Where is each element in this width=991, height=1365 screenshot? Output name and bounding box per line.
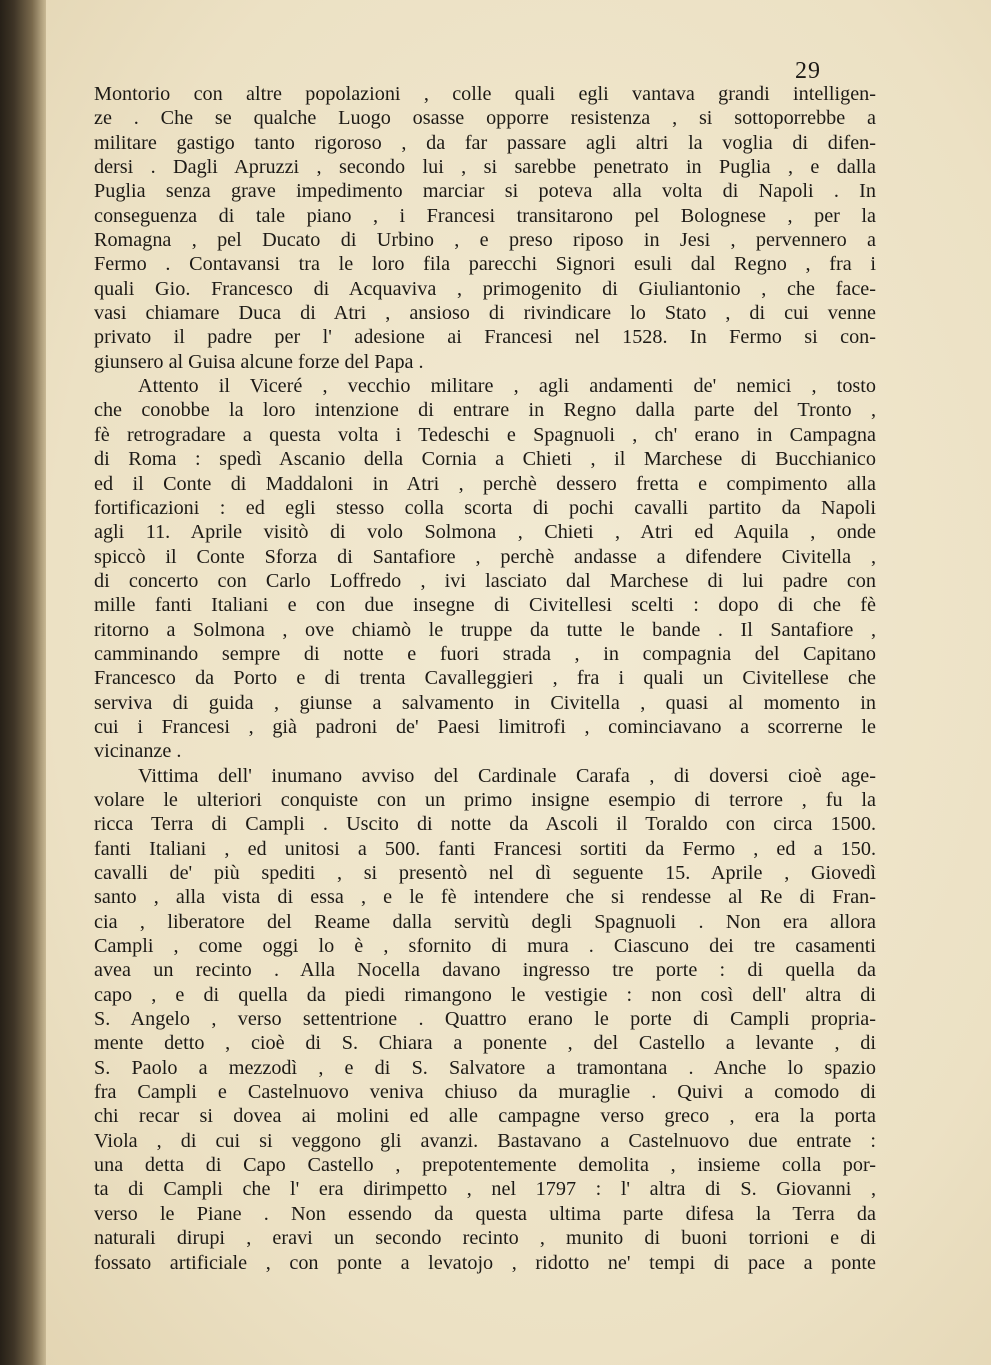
text-line: agli 11. Aprile visitò di volo Solmona , Chieti , Atri ed Aquila , onde [94,521,876,544]
text-line: Romagna , pel Ducato di Urbino , e preso riposo in Jesi , pervennero a [94,229,876,252]
text-line: fortificazioni : ed egli stesso colla scorta di pochi cavalli partito da Napoli [94,496,876,519]
text-line: serviva di guida , giunse a salvamento in Civitella , quasi al momento in [94,691,876,714]
text-line: santo , alla vista di essa , e le fè intendere che si rendesse al Re di Fran- [94,886,876,909]
text-line: verso le Piane . Non essendo da questa ultima parte difesa la Terra da [94,1202,876,1225]
text-line: Francesco da Porto e di trenta Cavalleggieri , fra i quali un Civitellese che [94,667,876,690]
text-line: Puglia senza grave impedimento marciar si poteva alla volta di Napoli . In [94,180,876,203]
book-binding-shadow [0,0,46,1365]
text-line: di Roma : spedì Ascanio della Cornia a Chieti , il Marchese di Bucchianico [94,448,876,471]
text-line: quali Gio. Francesco di Acquaviva , primogenito di Giuliantonio , che face- [94,277,876,300]
text-line: vicinanze . [94,740,182,763]
text-line: mente detto , cioè di S. Chiara a ponente , del Castello a levante , di [94,1032,876,1055]
text-line: fè retrogradare a questa volta i Tedeschi e Spagnuoli , ch' erano in Campagna [94,423,876,446]
text-line: fanti Italiani , ed unitosi a 500. fanti Francesi sortiti da Fermo , ed a 150. [94,837,876,860]
text-line: ricca Terra di Campli . Uscito di notte da Ascoli il Toraldo con circa 1500. [94,813,876,836]
text-line: privato il padre per l' adesione ai Francesi nel 1528. In Fermo si con- [94,326,876,349]
text-line: dersi . Dagli Apruzzi , secondo lui , si sarebbe penetrato in Puglia , e dalla [94,156,876,179]
text-line: mille fanti Italiani e con due insegne di Civitellesi scelti : dopo di che fè [94,594,876,617]
text-line: camminando sempre di notte e fuori strada , in compagnia del Capitano [94,642,876,665]
body-text [94,82,876,1275]
text-line: naturali dirupi , eravi un secondo recinto , munito di buoni torrioni e di [94,1227,876,1250]
text-line: Viola , di cui si veggono gli avanzi. Bastavano a Castelnuovo due entrate : [94,1129,876,1152]
text-line: Montorio con altre popolazioni , colle quali egli vantava grandi intelligen- [94,83,876,105]
text-line: una detta di Capo Castello , prepotentemente demolita , insieme colla por- [94,1154,876,1177]
text-line: Vittima dell' inumano avviso del Cardinale Carafa , di doversi cioè age- [138,764,876,787]
text-line: cui i Francesi , già padroni de' Paesi limitrofi , cominciavano a scorrerne le [94,715,876,738]
text-line: chi recar si dovea ai molini ed alle campagne verso greco , era la porta [94,1105,876,1128]
page-number: 29 [795,58,821,84]
text-line: fra Campli e Castelnuovo veniva chiuso da muraglie . Quivi a comodo di [94,1081,876,1104]
text-line: fossato artificiale , con ponte a levatojo , ridotto ne' tempi di pace a ponte [94,1251,876,1274]
text-line: cia , liberatore del Reame dalla servitù degli Spagnuoli . Non era allora [94,910,876,933]
text-line: Fermo . Contavansi tra le loro fila parecchi Signori esuli dal Regno , fra i [94,253,876,276]
text-line: di concerto con Carlo Loffredo , ivi lasciato dal Marchese di lui padre con [94,569,876,592]
text-line: Campli , come oggi lo è , sfornito di mura . Ciascuno dei tre casamenti [94,935,876,958]
text-line: ze . Che se qualche Luogo osasse opporre resistenza , si sottoporrebbe a [94,107,876,130]
text-line: ritorno a Solmona , ove chiamò le truppe da tutte le bande . Il Santafiore , [94,618,876,641]
text-line: vasi chiamare Duca di Atri , ansioso di rivindicare lo Stato , di cui venne [94,302,876,325]
text-line: militare gastigo tanto rigoroso , da far passare agli altri la voglia di difen- [94,131,876,154]
text-line: giunsero al Guisa alcune forze del Papa . [94,350,424,373]
text-line: avea un recinto . Alla Nocella davano ingresso tre porte : di quella da [94,959,876,982]
text-line: cavalli de' più spediti , si presentò nel dì seguente 15. Aprile , Giovedì [94,862,876,884]
text-line: volare le ulteriori conquiste con un primo insigne esempio di terrore , fu la [94,788,876,811]
text-line: S. Angelo , verso settentrione . Quattro erano le porte di Campli propria- [94,1008,876,1031]
text-line: Attento il Viceré , vecchio militare , agli andamenti de' nemici , tosto [138,375,876,398]
text-line: che conobbe la loro intenzione di entrare in Regno dalla parte del Tronto , [94,399,876,422]
text-line: capo , e di quella da piedi rimangono le vestigie : non così dell' altra di [94,983,876,1006]
text-line: conseguenza di tale piano , i Francesi transitarono pel Bolognese , per la [94,204,876,227]
text-line: spiccò il Conte Sforza di Santafiore , perchè andasse a difendere Civitella , [94,545,876,568]
text-line: ta di Campli che l' era dirimpetto , nel 1797 : l' altra di S. Giovanni , [94,1178,876,1201]
text-line: ed il Conte di Maddaloni in Atri , perchè dessero fretta e compimento alla [94,472,876,495]
text-line: S. Paolo a mezzodì , e di S. Salvatore a tramontana . Anche lo spazio [94,1056,876,1079]
